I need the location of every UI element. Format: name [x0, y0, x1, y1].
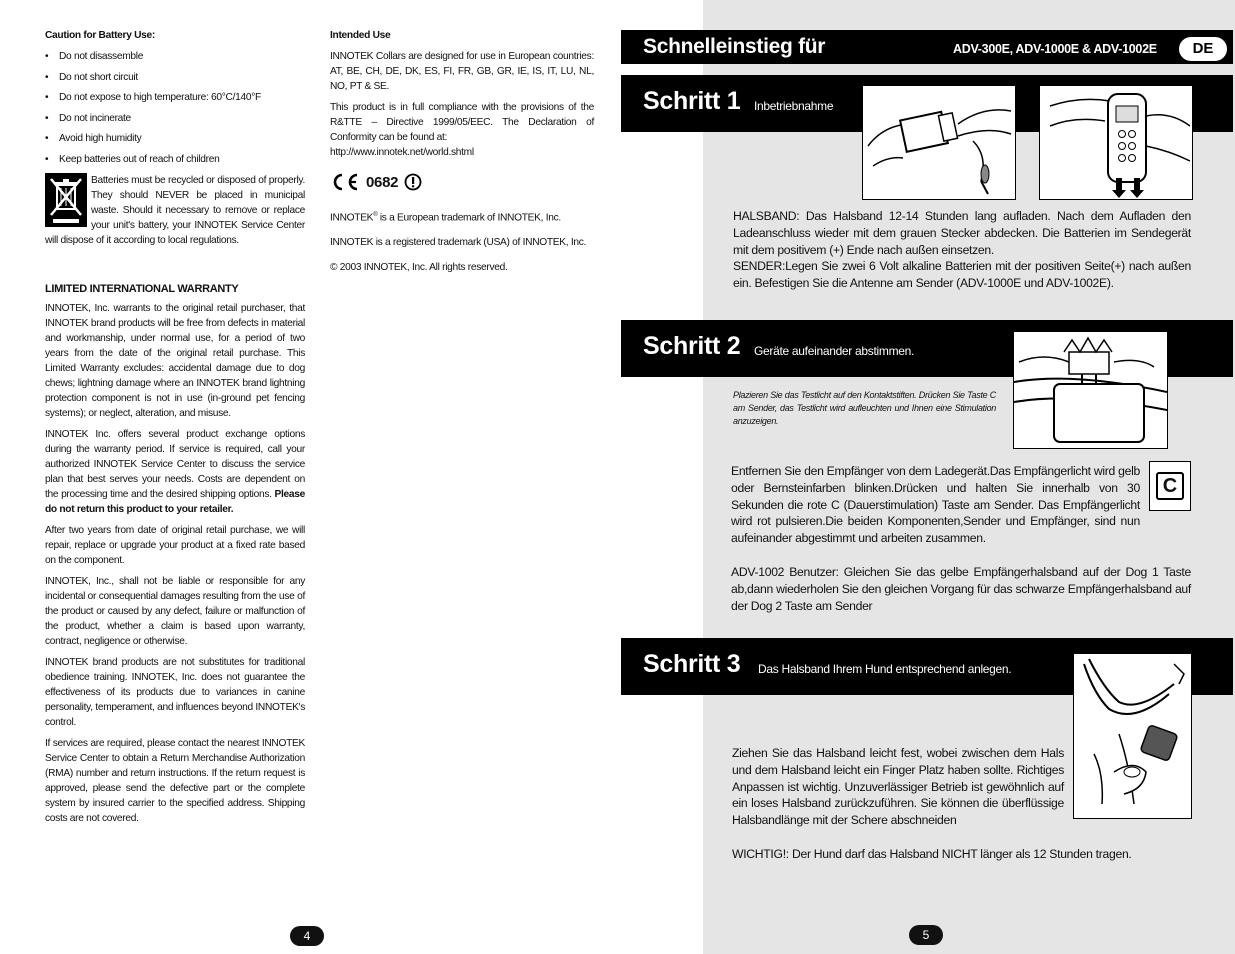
step3-warning-text: WICHTIG!: Der Hund darf das Halsband NICHT länger als 12 Stunden tragen.: [732, 847, 1132, 861]
step2-title: Schritt 2: [643, 332, 741, 360]
list-item: • Keep batteries out of reach of children: [45, 152, 305, 167]
language-badge: DE: [1179, 37, 1227, 61]
ce-mark-row: [330, 172, 594, 192]
page-number-right: 5: [909, 925, 943, 945]
copyright-text: © 2003 INNOTEK, Inc. All rights reserved.: [330, 262, 508, 274]
warranty-title: LIMITED INTERNATIONAL WARRANTY: [45, 282, 239, 295]
trademark-text: is a European trademark of INNOTEK, Inc.: [377, 212, 561, 224]
warranty-paragraph: [45, 427, 305, 517]
collar-charging-illustration: [862, 85, 1016, 200]
warranty-exchange-text: INNOTEK Inc. offers several product exchange options during the warranty period. If service is required, call your authorized INNOTEK Service Center to discuss the service plan that best serves your needs. Costs are dependent on the processing time and the desired shipping options.: [45, 428, 305, 500]
warranty-return-warning: Please do not return this product to your retailer.: [45, 488, 306, 515]
battery-caution-list: [45, 49, 305, 167]
page-number-left: 4: [290, 926, 324, 946]
collar-fit-drawing: [1074, 654, 1191, 818]
warranty-paragraph: If services are required, please contact the nearest INNOTEK Service Center to obtain a Return Merchandise Authorization (RMA) number and return instructions. If the return request is approved, please send the defective part or the complete system by insured carrier to the specified address. Shipping costs are not covered.: [45, 737, 305, 824]
step3-title: Schritt 3: [643, 650, 741, 678]
step1-title: Schritt 1: [643, 87, 741, 115]
left-column: [45, 28, 305, 832]
collar-fit-illustration: [1073, 653, 1192, 819]
recycle-notice: [45, 173, 305, 248]
step1-transmitter-text: SENDER:Legen Sie zwei 6 Volt alkaline Batterien mit der positiven Seite(+) nach außen ein. Befestigen Sie die Antenne am Sender (ADV-1000E und ADV-1002E).: [733, 259, 1191, 290]
list-item: • Do not incinerate: [45, 111, 305, 126]
compliance-text: This product is in full compliance with the provisions of the R&TTE – Directive 1999/05/EEC. The Declaration of Conformity can be found at:: [330, 102, 594, 143]
step2-test-light-text: Plazieren Sie das Testlicht auf den Kontaktstiften. Drücken Sie Taste C am Sender, das Testlicht wird aufleuchten und Ihnen eine Stimulation anzuzeigen.: [733, 390, 996, 426]
quickstart-title: Schnelleinstieg für: [643, 35, 826, 58]
transmitter-drawing: [1040, 86, 1192, 199]
alert-sign-icon: [404, 173, 422, 191]
trademark-usa: INNOTEK is a registered trademark (USA) of INNOTEK, Inc.: [330, 237, 587, 249]
declaration-url: http://www.innotek.net/world.shtml: [330, 147, 474, 158]
test-light-illustration: [1013, 331, 1168, 449]
step1-collar-text: HALSBAND: Das Halsband 12-14 Stunden lang aufladen. Nach dem Aufladen den Ladeanschluss wieder mit dem grauen Stecker abdecken. Die Batterien im Sendegerät mit dem positivem (+) Ende nach außen einsetzen.: [733, 209, 1191, 257]
intended-use-title: Intended Use: [330, 30, 391, 41]
collar-charging-drawing: [863, 86, 1015, 199]
list-item: • Avoid high humidity: [45, 131, 305, 146]
trademark-european: [330, 208, 594, 225]
crossed-bin-icon: [45, 173, 87, 227]
intended-use-column: [330, 28, 594, 281]
list-item: • Do not disassemble: [45, 49, 305, 64]
c-key-label: C: [1156, 472, 1184, 500]
battery-caution-title: Caution for Battery Use:: [45, 30, 155, 41]
test-light-drawing: [1014, 332, 1167, 448]
model-list: ADV-300E, ADV-1000E & ADV-1002E: [953, 42, 1157, 56]
list-item: • Do not short circuit: [45, 70, 305, 85]
warranty-paragraph: INNOTEK, Inc. warrants to the original retail purchaser, that INNOTEK brand products will be free from defects in material and workmanship, under normal use, for a period of two years from the date of the original retail purchase. This Limited Warranty excludes: accidental damage due to dog chews; lightning damage where an INNOTEK brand lightning protection component is not in use (in-ground pet fencing systems); or neglect, alteration, and misuse.: [45, 302, 305, 419]
registered-mark: ®: [373, 212, 378, 218]
quickstart-header: [621, 30, 1233, 64]
notified-body-number: 0682: [366, 173, 399, 191]
step1-subtitle: Inbetriebnahme: [754, 99, 834, 113]
step2-pairing-text: Entfernen Sie den Empfänger von dem Ladegerät.Das Empfängerlicht wird gelb oder Bernsteinfarben blinken.Drücken und halten Sie innerhalb von 30 Sekunden die rote C (Dauerstimulation) Taste am Sender. Das Empfängerlicht wird rot pulsieren.Die beiden Komponenten,Sender und Empfänger, sind nun aufeinander abgestimmt und arbeiten zusammen.: [731, 464, 1140, 546]
step3-fit-text: Ziehen Sie das Halsband leicht fest, wobei zwischen dem Hals und dem Halsband leicht ein Finger Platz haben sollte. Richtiges Anpassen ist wichtig. Unzuverlässiger Betrieb ist gewöhnlich auf ein loses Halsband zurückzuführen. Sie können die überflüssige Halsbandlänge mit der Schere abschneiden: [732, 746, 1064, 828]
step2-subtitle: Geräte aufeinander abstimmen.: [754, 344, 915, 358]
warranty-paragraph: INNOTEK brand products are not substitutes for traditional obedience training. INNOTEK, Inc. does not guarantee the effectiveness of its products due to variances in canine personality, temperament, and influences beyond INNOTEK's control.: [45, 656, 305, 728]
brand-name: INNOTEK: [330, 212, 374, 224]
transmitter-battery-illustration: [1039, 85, 1193, 200]
c-key-illustration: [1149, 461, 1191, 511]
ce-mark-icon: [330, 172, 360, 192]
intended-use-countries: INNOTEK Collars are designed for use in European countries: AT, BE, CH, DE, DK, ES, FI, FR, GB, GR, IE, IS, IT, LU, NL, NO, PT & SE.: [330, 51, 594, 92]
step2-dual-dog-text: ADV-1002 Benutzer: Gleichen Sie das gelbe Empfängerhalsband auf der Dog 1 Taste ab,dann wiederholen Sie den gleichen Vorgang für das schwarze Empfängerhalsband auf der Dog 2 Taste am Sender: [731, 565, 1191, 613]
warranty-paragraph: After two years from date of original retail purchase, we will repair, replace or upgrade your product at a fixed rate based on the component.: [45, 524, 305, 566]
list-item: • Do not expose to high temperature: 60°C/140°F: [45, 90, 305, 105]
warranty-paragraph: INNOTEK, Inc., shall not be liable or responsible for any incidental or consequential damages resulting from the use of the product or caused by any defect, failure or malfunction of the product, whether a claim is based upon warranty, contract, negligence or otherwise.: [45, 575, 305, 647]
recycle-text: Batteries must be recycled or disposed of properly. They should NEVER be placed in municipal waste. Should it necessary to remove or replace your unit's battery, your INNOTEK Service Center will dispose of it according to local regulations.: [45, 174, 305, 246]
step3-subtitle: Das Halsband Ihrem Hund entsprechend anlegen.: [758, 662, 1012, 676]
